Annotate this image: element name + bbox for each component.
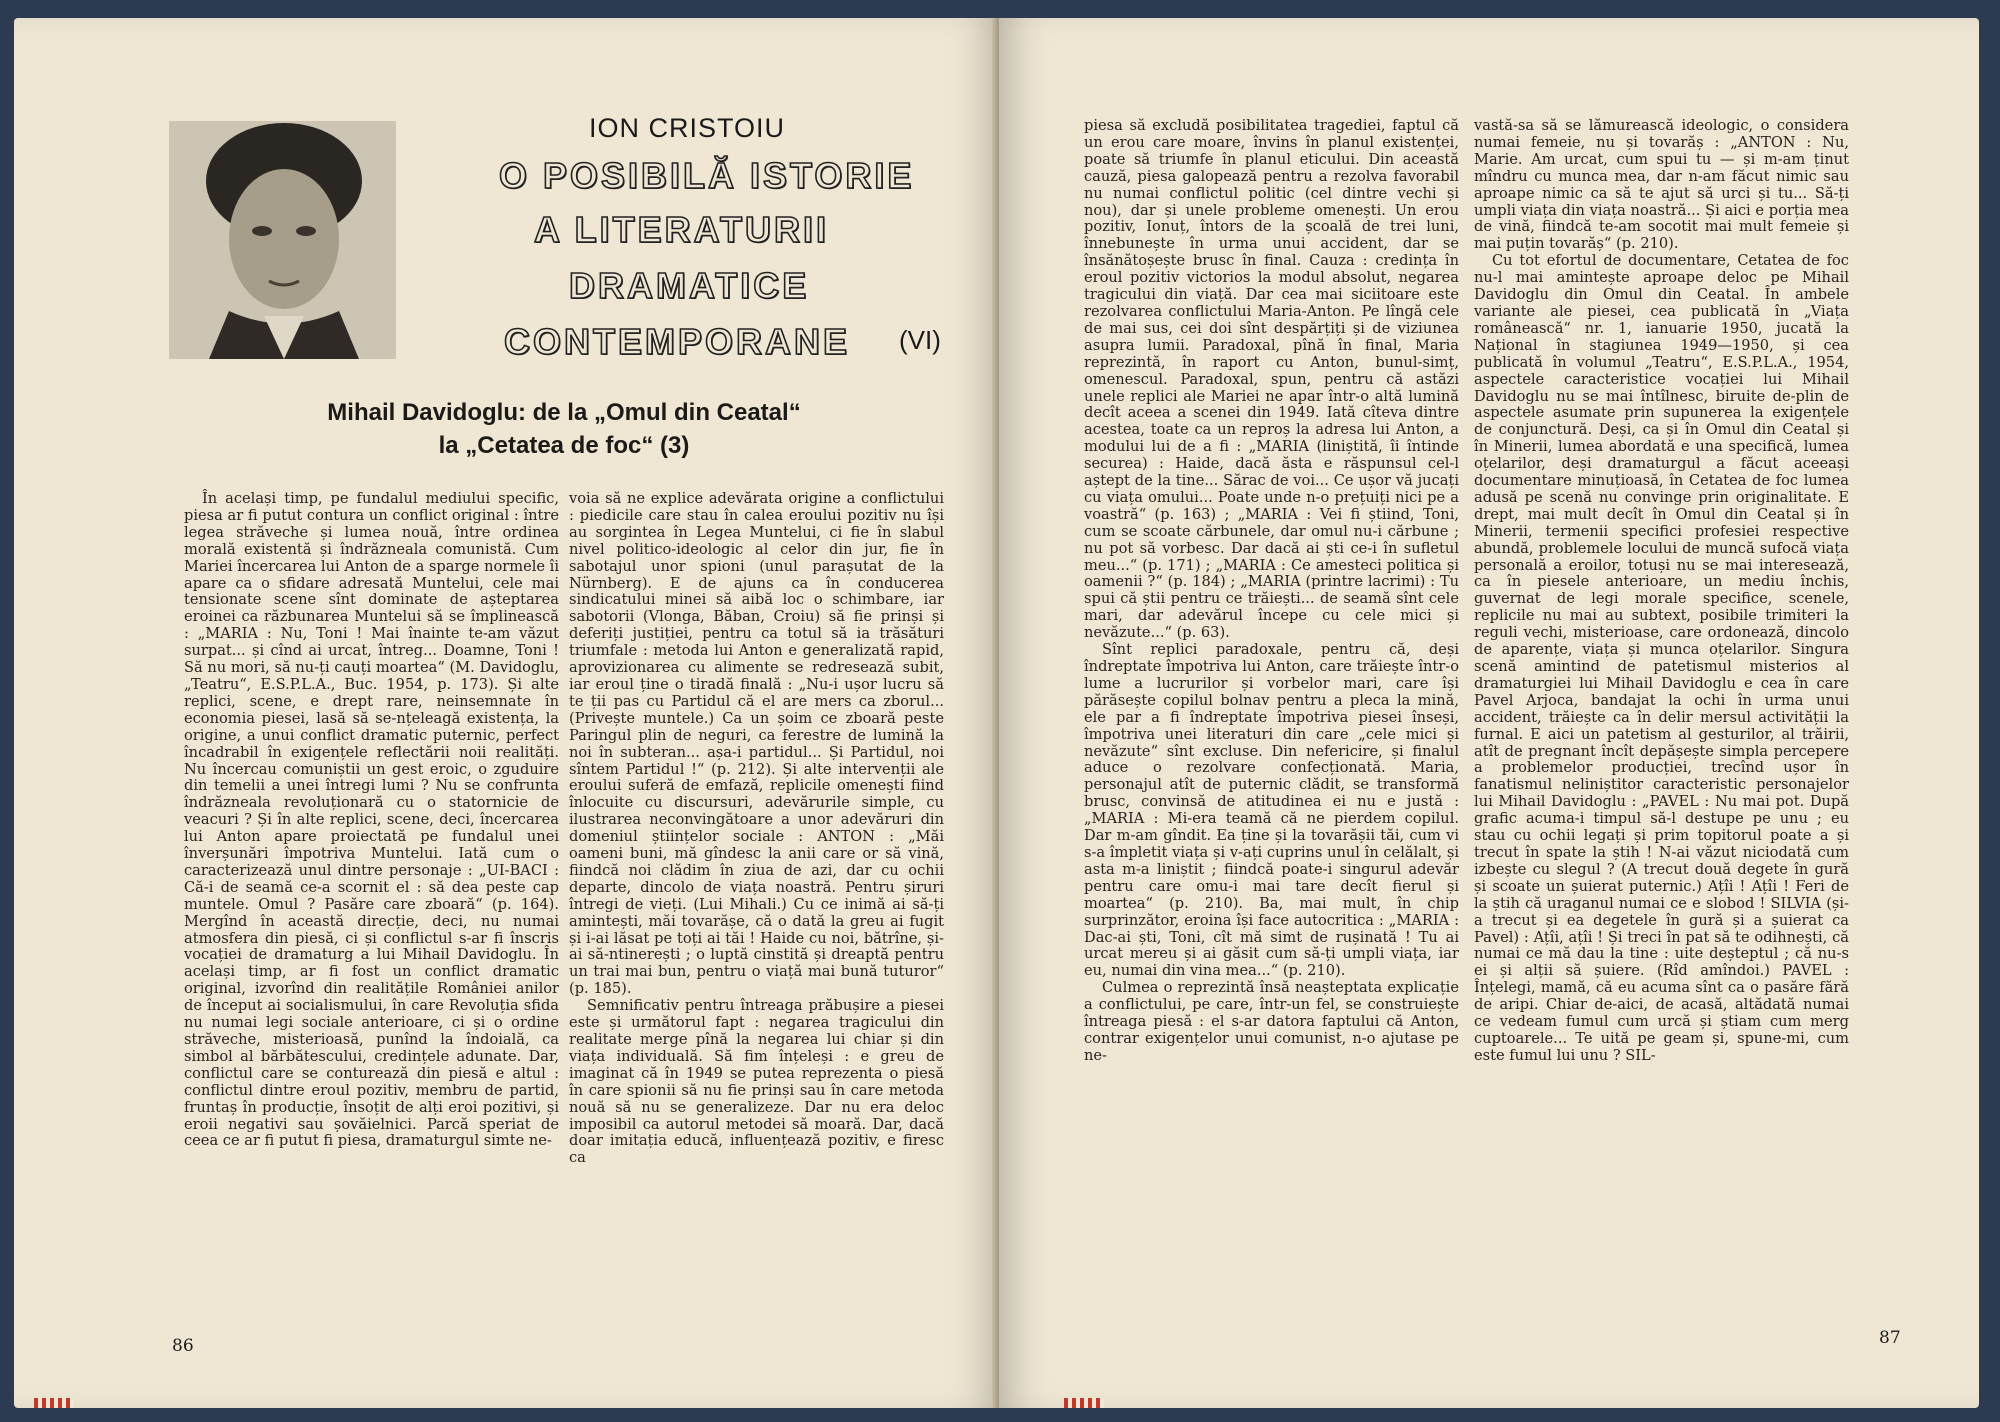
subtitle-line-1: Mihail Davidoglu: de la „Omul din Ceatal“ [327, 399, 801, 426]
author-name: ION CRISTOIU [589, 113, 786, 143]
bookmark-ribbon [1064, 1398, 1104, 1408]
right-column-2 [1474, 118, 1849, 1065]
book-spread [14, 8, 1992, 1408]
author-portrait [169, 121, 396, 359]
paragraph: Semnificativ pentru întreaga prăbușire a piesei este și următorul fapt : negarea tragicului din realitate merge pînă la negarea lui chiar și din viața individuală. Să fim înțeleși : e greu de imaginat că în 1949 se putea reprezenta o piesă în care spionii să nu fie prinși sau în care metoda nouă să nu se generalizeze. Dar nu era deloc imposibil ca autorul metodei să moară. Dar, dacă doar imitația educă, influențează pozitiv, e firesc ca [569, 997, 944, 1167]
page-number-left: 86 [172, 1336, 194, 1356]
title-line-3: DRAMATICE [569, 265, 810, 306]
right-page [999, 18, 1979, 1408]
paragraph: Cu tot efortul de documentare, Cetatea de foc nu-l mai amintește aproape deloc pe Mihail Davidoglu din Omul din Ceatal. În ambele variante ale piesei, cea publicată în „Viața românească“ nr. 1, ianuarie 1950, jucată la Național în stagiunea 1949—1950, și cea publicată în volumul „Teatru“, E.S.P.L.A., 1954, aspectele caracteristice vocației lui Mihail Davidoglu nu se mai întîlnesc, biruite de-plin de aspectele asumate prin supunerea la exigențele de conjunctură. Deși, ca și în Omul din Ceatal și în Minerii, lumea abordată e una specifică, lumea oțelarilor, deși dramaturgul a făcut aceeași documentare minuțioasă, în Cetatea de foc lumea adusă pe scenă nu convinge prin originalitate. E drept, mai mult decît în Omul din Ceatal și în Minerii, termenii specifici profesiei respective abundă, problemele locului de muncă sufocă viața personală a eroilor, totuși nu se mai interesează, ca în piesele anterioare, un mediu închis, guvernat de legi morale specifice, scenele, replicile nu mai au subtext, posibile trimiteri la reguli vechi, misterioase, care ordonează, dincolo de aparențe, viața și munca oțelarilor. Singura scenă amintind de patetismul misterios al dramaturgiei lui Mihail Davidoglu e cea în care Pavel Arjoca, bandajat la ochi în urma unui accident, trăiește ca în delir mersul activității la furnal. E aici un patetism al gesturilor, al trăirii, atît de pregnant încît depășește simpla percepere a problemelor producției, trecînd ușor în fanatismul neliniștitor caracteristic personajelor lui Mihail Davidoglu : „PAVEL : Nu mai pot. După grafic acuma-i timpul să-l destupe pe unu ; eu stau cu ochii legați și prim topitorul poate a și trecut în spate la știh ! N-ai văzut niciodată cum izbește cu slegul ? (A trecut două degete în gură și scoate un șuierat puternic.) Ațîi ! Ațîi ! Feri de la știh că uraganul numai ce e slobod ! SILVIA (și-a trecut și ea degetele în gură și a șuierat ca Pavel) : Ațîi, ațîi ! Și treci în pat să te odihnești, că numai ce mă dau la tine : uite deșteptul ; că nu-s ei și alții să șuiere. (Rîd amîndoi.) PAVEL : Înțelegi, mamă, că eu acuma sînt ca o pasăre fără de aripi. Chiar de-aici, de acasă, altădată numai ce vedeam fumul cum urcă și știam cum merg cuptoarele... Te uită pe geam și, spune-mi, cum este fumul lui unu ? SIL- [1474, 252, 1849, 1064]
paragraph: Culmea o reprezintă însă neașteptata explicație a conflictului, pe care, într-un fel, se construiește întreaga piesă : el s-ar datora faptului că Anton, contrar exigențelor unui comunist, n-o ajutase pe ne- [1084, 979, 1459, 1064]
page-number-right: 87 [1879, 1328, 1901, 1348]
paragraph: voia să ne explice adevărata origine a conflictului : piedicile care stau în calea eroului pozitiv nu își au sorgintea în Legea Muntelui, ci fie în slabul nivel politico-ideologic al celor din jur, fie în sabotajul unor spioni (unul parașutat de la Nürnberg). E de ajuns ca în conducerea sindicatului minei să aibă loc o schimbare, iar sabotorii (Vlonga, Băban, Croiu) să fie prinși și deferiți justiției, pentru ca totul să ia trăsături triumfale : metoda lui Anton e generalizată rapid, aprovizionarea cu alimente se redresează subit, iar eroul ține o tiradă finală : „Nu-i ușor lucru să te ții pas cu Partidul că el are mers ca zborul... (Privește muntele.) Ca un șoim ce zboară peste Paringul plin de neguri, ca ferestre de lumină la noi în subteran... așa-i partidul... Și Partidul, noi sîntem Partidul !“ (p. 212). Și alte intervenții ale eroului suferă de emfază, replicile omenești fiind înlocuite cu discursuri, adevărurile simple, cu ilustrarea neconvingătoare a unor adevăruri din domeniul științelor sociale : ANTON : „Măi oameni buni, mă gîndesc la anii care or să vină, fiindcă noi clădim în ziua de azi, dar cu ochii departe, dincolo de viața noastră. Pentru șiruri întregi de vieți. (Lui Mihali.) Cu ce inimă ai să-ți amintești, măi tovarășe, că o dată la greu ai fugit și i-ai lăsat pe toți ai tăi ! Haide cu noi, bătrîne, și-ai să-ntinerești ; o luptă cinstită și dreaptă pentru un trai mai bun, pentru o viață mai bună tuturor“ (p. 185). [569, 490, 944, 998]
subtitle-line-2: la „Cetatea de foc“ (3) [438, 432, 690, 459]
bookmark-ribbon [34, 1398, 74, 1408]
left-page [14, 18, 999, 1408]
paragraph: piesa să excludă posibilitatea tragediei, faptul că un erou care moare, învins în planul existenței, poate să triumfe în planul eticului. Din această cauză, piesa galopează pentru a rezolva favorabil nu numai conflictul politic (cel dintre vechi și nou), dar și unele probleme omenești. Un erou pozitiv, Ionuț, întors de la școală de trei luni, înnebunește în urma unui accident, dar se însănătoșește brusc în final. Cauza : credința în eroul pozitiv victorios la modul absolut, negarea tragicului din viață. Dar cea mai siciitoare este rezolvarea conflictului Maria-Anton. Pe lîngă cele de mai sus, cei doi sînt despărțiți și de viziunea asupra lumii. Paradoxal, pînă în final, Maria reprezintă, în raport cu Anton, bunul-simț, omenescul. Paradoxal, spun, pentru că astăzi unele replici ale Mariei ne apar într-o altă lumină decît aceea a scenei din 1949. Iată cîteva dintre acestea, toate ca un reproș la adresa lui Anton, a modului lui de a fi : „MARIA (liniștită, îi întinde securea) : Haide, dacă ăsta e răspunsul cel-l aștept de la tine... Sărac de voi... Ce ușor vă jucați cu viața omului... Poate unde n-o prețuiți nici pe a voastră“ (p. 163) ; „MARIA : Vei fi știind, Toni, cum se scoate cărbunele, dar omul nu-i cărbune ; nu pot să vorbesc. Dar dacă ai ști ce-i în sufletul meu...“ (p. 171) ; „MARIA : Ce amesteci politica și oamenii ?“ (p. 184) ; „MARIA (printre lacrimi) : Tu spui că știi pentru ce trăiești... de seamă sînt cele mari, dar adevărul începe cu cele mici și nevăzute...“ (p. 63). [1084, 117, 1459, 642]
portrait-image [169, 121, 396, 359]
article-header [169, 113, 959, 373]
paragraph: În același timp, pe fundalul mediului specific, piesa ar fi putut contura un conflict original : între legea străveche și lumea nouă, între ordinea morală existentă și îndrăzneala comunistă. Cum Mariei încercarea lui Anton de a sparge normele îi apare ca o sfidare adresată Muntelui, cele mai tensionate scene sînt dominate de așteptarea eroinei ca răzbunarea Muntelui să se împlinească : „MARIA : Nu, Toni ! Mai înainte te-am văzut surpat... și cînd ai urcat, întreg... Doamne, Toni ! Să nu mori, să nu-ți cauți moartea“ (M. Davidoglu, „Teatru“, E.S.P.L.A., Buc. 1954, p. 173). Și alte replici, scene, e drept rare, neinsemnate în economia piesei, lasă să se-nțeleagă existența, la origine, a unui conflict dramatic puternic, perfect încadrabil în exigențele reflectării noii realități. Nu încercau comuniștii un gest eroic, o zguduire din temelii a unei întregi lumi ? Nu se confrunta îndrăzneala revoluționară cu o statornicie de veacuri ? Și în alte replici, scene, deci, încercarea lui Anton apare proiectată pe fundalul unei înverșunări împotriva Muntelui. Iată cum o caracterizează unul dintre personaje : „UI-BACI : Că-i de seamă ce-a scornit el : să dea peste cap muntele. Omul ? Pasăre care zboară“ (p. 164). Mergînd în această direcție, deci, nu numai atmosfera din piesă, ci și conflictul s-ar fi înscris vocației de dramaturg a lui Mihail Davidoglu. În același timp, ar fi fost un conflict dramatic original, izvorînd din realitățile României anilor de început ai socialismului, în care Revoluția sfida nu numai legi sociale anterioare, ci și o ordine străveche, misterioasă, punînd la îndoială, ca simbol al bărbătescului, credințele adunate. Dar, conflictul care se conturează din piesă e altul : conflictul dintre eroul pozitiv, membru de partid, fruntaș în producție, însoțit de alți eroi pozitivi, și eroii negativi sau șovăielnici. Parcă speriat de ceea ce ar fi putut fi piesa, dramaturgul simte ne- [184, 490, 559, 1150]
title-line-2: A LITERATURII [534, 209, 829, 250]
title-line-1: O POSIBILĂ ISTORIE [499, 155, 915, 196]
left-column-2 [569, 491, 944, 1167]
title-line-4: CONTEMPORANE [504, 321, 851, 362]
article-subtitle [189, 396, 939, 462]
paragraph: vastă-sa să se lămurească ideologic, o considera numai femeie, nu și tovarăș : „ANTON : Nu, Marie. Am urcat, cum spui tu — și m-am ținut mîndru cu munca mea, dar n-am făcut nimic sau aproape nimic ca să te ajut să urci și tu... Să-ți umpli viața din viața noastră... Și aici e porția mea de vină, fiindcă te-am socotit mai mult femeie și mai puțin tovarăș“ (p. 210). [1474, 117, 1849, 253]
paragraph: Sînt replici paradoxale, pentru că, deși îndreptate împotriva lui Anton, care trăiește într-o lume a lucrurilor și vorbelor mari, care își părăsește copilul bolnav pentru a pleca la mină, ele par a fi îndreptate împotriva piesei înseși, împotriva unei literaturi din care „cele mici și nevăzute“ sînt excluse. Din nefericire, și finalul aduce o rezolvare confecționată. Maria, personajul atît de puternic clădit, se transformă brusc, convinsă de atitudinea ei nu e justă : „MARIA : Mi-era teamă că ne pierdem copilul. Dar m-am gîndit. Ea ține și la tovarășii tăi, cum vi s-a împletit viața și v-ați cuprins unul în celălalt, și asta m-a liniștit ; fiindcă poate-i singurul adevăr pentru care omu-i mai tare decît fierul și moartea“ (p. 210). Ba, mai mult, în chip surprinzător, eroina își face autocritica : „MARIA : Dac-ai ști, Toni, cît mă simt de rușinată ! Tu ai urcat mereu și ai găsit cum să-ți umpli viața, iar eu, numai din vina mea...“ (p. 210). [1084, 641, 1459, 980]
right-column-1 [1084, 118, 1459, 1065]
part-number: (VI) [899, 325, 941, 355]
left-column-1 [184, 491, 559, 1150]
